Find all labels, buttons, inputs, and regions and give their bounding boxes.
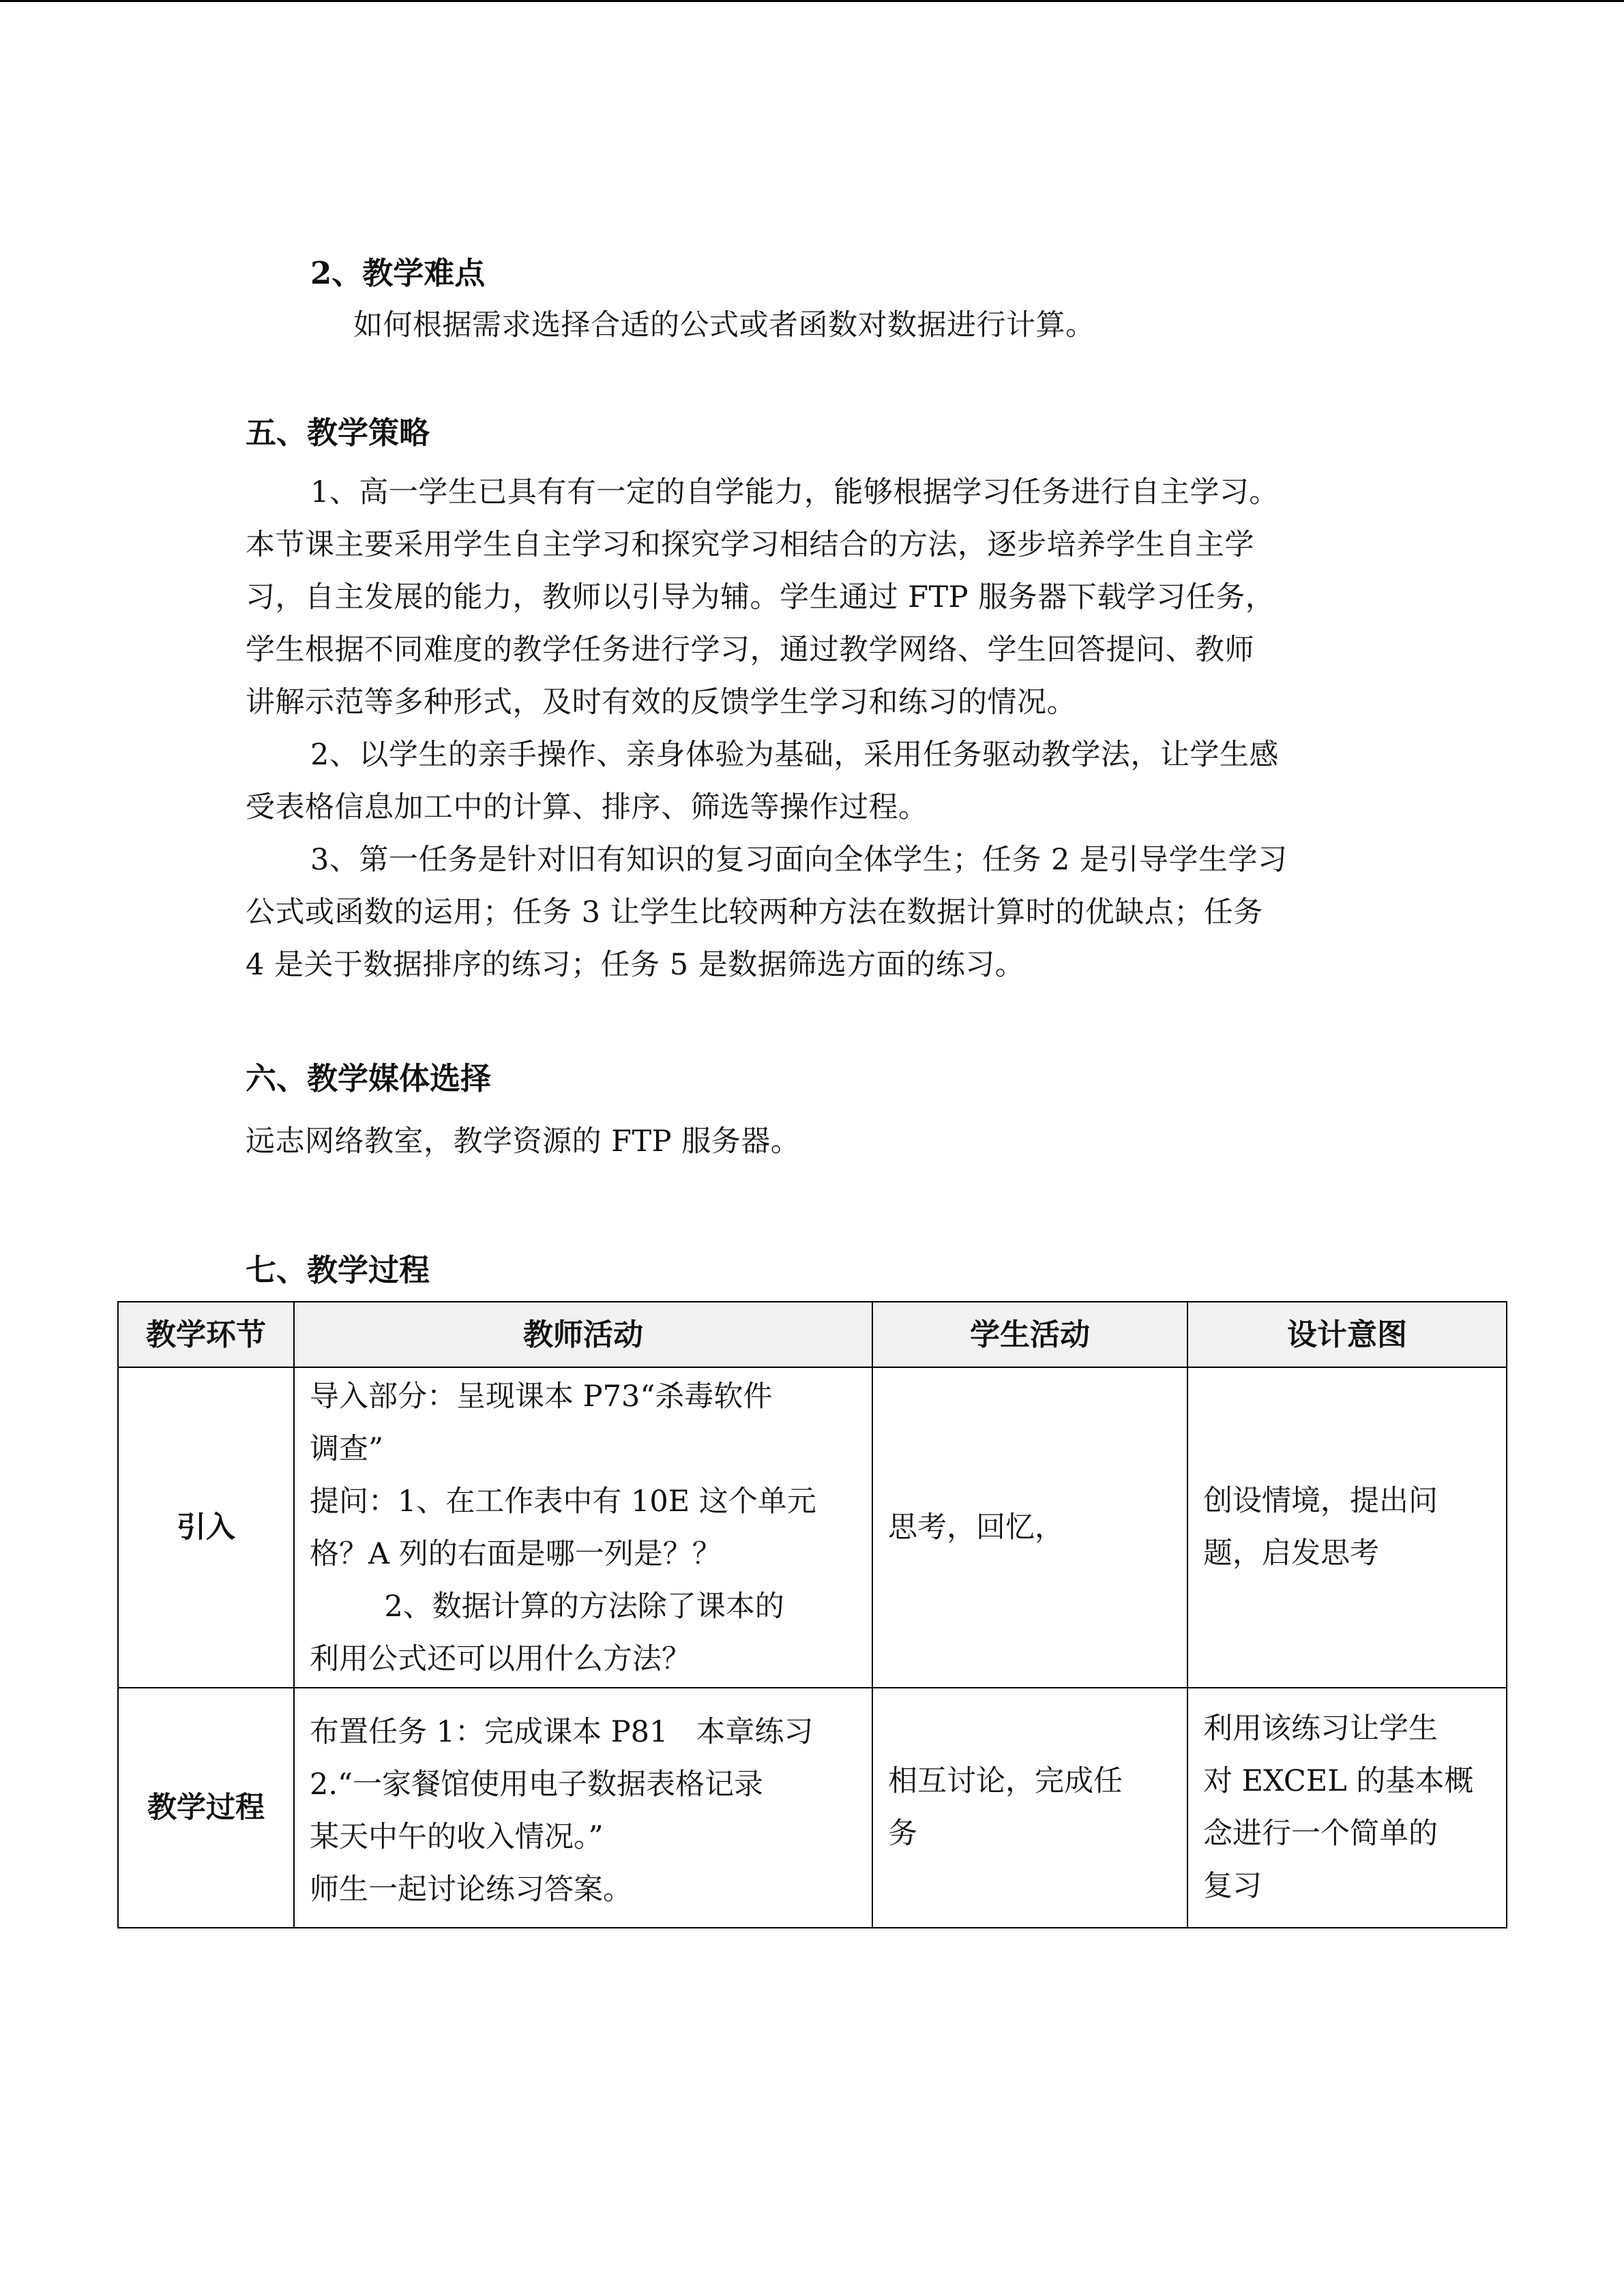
teacher-line: 布置任务 1：完成课本 P81 本章练习 xyxy=(310,1715,814,1749)
strategy-p1-line: 学生根据不同难度的教学任务进行学习，通过教学网络、学生回答提问、教师 xyxy=(246,633,1254,667)
teacher-line: 某天中午的收入情况。” xyxy=(310,1820,604,1854)
strategy-p1-line: 讲解示范等多种形式，及时有效的反馈学生学习和练习的情况。 xyxy=(246,685,1076,719)
teacher-line: 利用公式还可以用什么方法？ xyxy=(310,1642,691,1676)
header-teacher-activity: 教师活动 xyxy=(294,1302,872,1367)
teacher-activity-cell xyxy=(294,1367,872,1688)
strategy-p2-line: 2、以学生的亲手操作、亲身体验为基础，采用任务驱动教学法，让学生感 xyxy=(310,738,1279,772)
intent-line: 对 EXCEL 的基本概 xyxy=(1203,1764,1474,1798)
strategy-p1-line: 本节课主要采用学生自主学习和探究学习相结合的方法，逐步培养学生自主学 xyxy=(246,528,1254,562)
intent-line: 复习 xyxy=(1203,1869,1262,1903)
teacher-line: 2.“一家餐馆使用电子数据表格记录 xyxy=(310,1768,764,1802)
table-row xyxy=(118,1367,1507,1688)
student-line: 务 xyxy=(888,1817,917,1851)
intent-line: 利用该练习让学生 xyxy=(1203,1712,1438,1746)
table-header-row xyxy=(118,1302,1507,1367)
strategy-p2-line: 受表格信息加工中的计算、排序、筛选等操作过程。 xyxy=(246,790,928,824)
teaching-process-table xyxy=(117,1301,1507,1928)
student-line: 相互讨论，完成任 xyxy=(888,1764,1123,1798)
teacher-line: 提问：1、在工作表中有 10E 这个单元 xyxy=(310,1485,816,1519)
media-heading: 六、教学媒体选择 xyxy=(246,1060,492,1097)
strategy-paragraph-2 xyxy=(246,729,1378,834)
strategy-p3-line: 3、第一任务是针对旧有知识的复习面向全体学生；任务 2 是引导学生学习 xyxy=(310,843,1288,877)
teacher-line: 导入部分：呈现课本 P73“杀毒软件 xyxy=(310,1380,773,1414)
teacher-activity-cell xyxy=(294,1688,872,1928)
strategy-p1-line: 1、高一学生已具有有一定的自学能力，能够根据学习任务进行自主学习。 xyxy=(310,475,1279,509)
difficulty-heading: 2、教学难点 xyxy=(310,255,486,291)
intent-line: 题，启发思考 xyxy=(1203,1536,1379,1570)
difficulty-text: 如何根据需求选择合适的公式或者函数对数据进行计算。 xyxy=(353,308,1095,342)
header-student-activity: 学生活动 xyxy=(872,1302,1187,1367)
strategy-paragraph-3 xyxy=(246,834,1378,992)
teacher-line: 2、数据计算的方法除了课本的 xyxy=(310,1590,784,1624)
student-activity-cell xyxy=(872,1367,1187,1688)
process-heading: 七、教学过程 xyxy=(246,1252,430,1288)
media-text: 远志网络教室，教学资源的 FTP 服务器。 xyxy=(246,1124,801,1159)
page-top-border xyxy=(0,0,1624,2)
table-row xyxy=(118,1688,1507,1928)
teacher-line: 格？A 列的右面是哪一列是？？ xyxy=(310,1537,722,1571)
strategy-p3-line: 公式或函数的运用；任务 3 让学生比较两种方法在数据计算时的优缺点；任务 xyxy=(246,895,1263,929)
header-stage: 教学环节 xyxy=(118,1302,294,1367)
design-intent-cell xyxy=(1187,1688,1507,1928)
student-line: 思考，回忆， xyxy=(888,1510,1064,1545)
strategy-heading: 五、教学策略 xyxy=(246,415,430,451)
stage-cell: 教学过程 xyxy=(118,1688,294,1928)
strategy-p1-line: 习，自主发展的能力，教师以引导为辅。学生通过 FTP 服务器下载学习任务， xyxy=(246,580,1275,614)
header-design-intent: 设计意图 xyxy=(1187,1302,1507,1367)
teacher-line: 调查” xyxy=(310,1432,383,1466)
intent-line: 创设情境，提出问 xyxy=(1203,1484,1438,1518)
stage-cell: 引入 xyxy=(118,1367,294,1688)
design-intent-cell xyxy=(1187,1367,1507,1688)
strategy-paragraph-1 xyxy=(246,466,1378,729)
teacher-line: 师生一起讨论练习答案。 xyxy=(310,1873,632,1907)
student-activity-cell xyxy=(872,1688,1187,1928)
strategy-p3-line: 4 是关于数据排序的练习；任务 5 是数据筛选方面的练习。 xyxy=(246,948,1025,982)
intent-line: 念进行一个简单的 xyxy=(1203,1817,1438,1851)
